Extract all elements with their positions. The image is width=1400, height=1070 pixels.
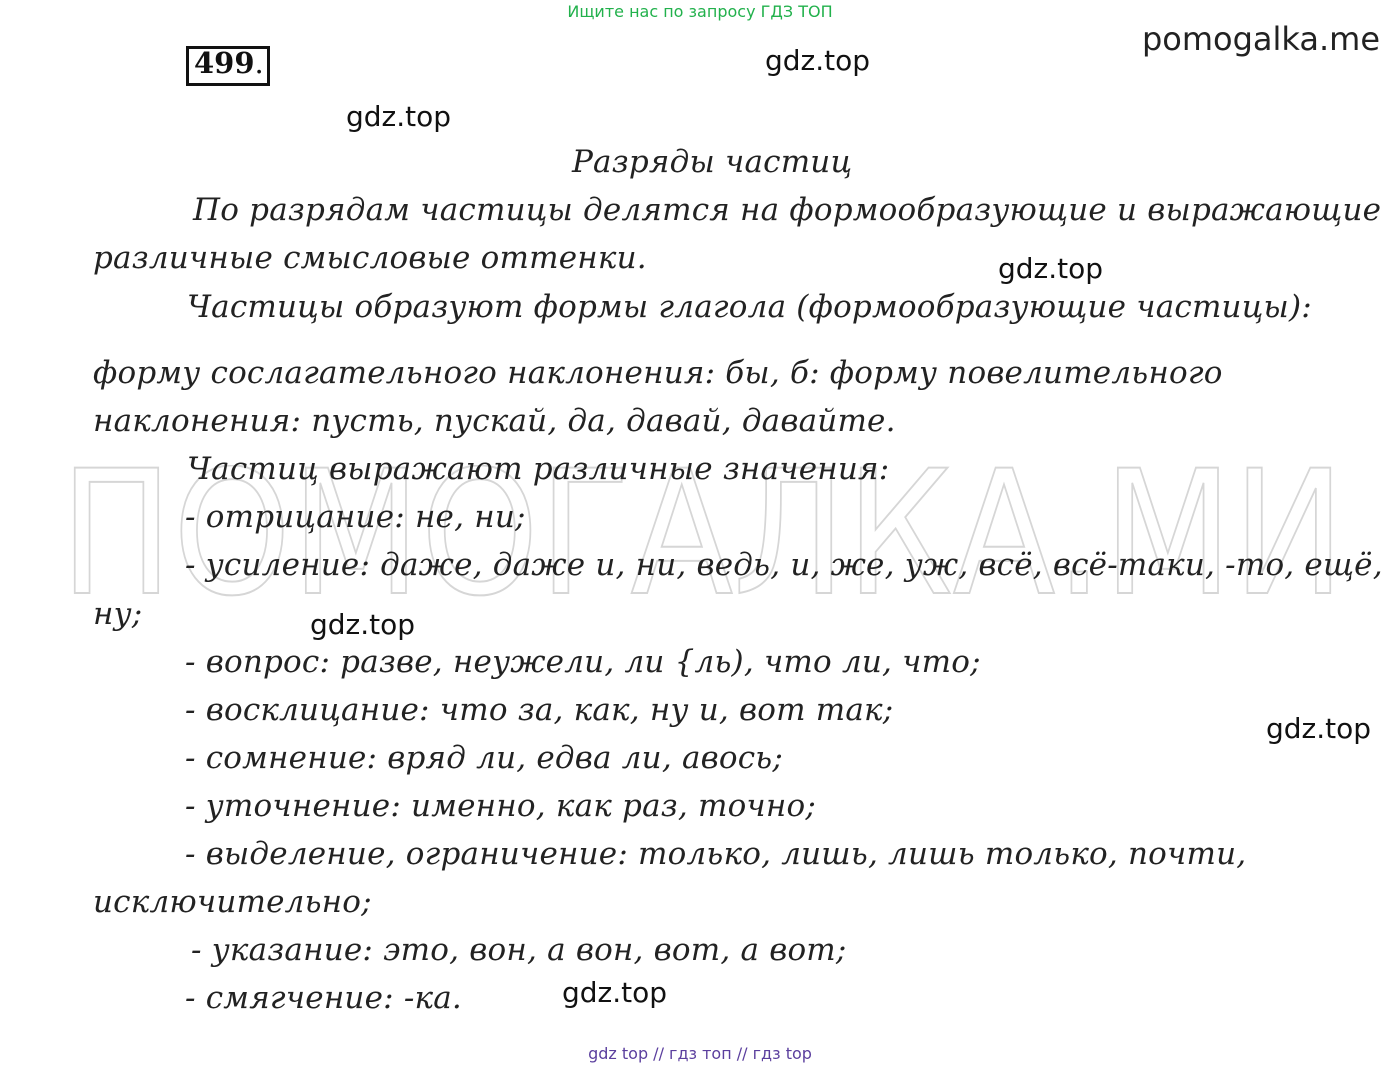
gdz-watermark: gdz.top xyxy=(1266,712,1372,745)
site-logo[interactable]: pomogalka.me xyxy=(1141,20,1380,58)
list-item: - отрицание: не, ни; xyxy=(185,499,526,535)
gdz-watermark: gdz.top xyxy=(765,44,871,77)
top-banner[interactable]: Ищите нас по запросу ГДЗ ТОП xyxy=(567,2,833,21)
list-item: - сомнение: вряд ли, едва ли, авось; xyxy=(185,740,784,776)
paragraph-line: По разрядам частицы делятся на формообразующие и выражающие xyxy=(193,192,1382,228)
list-item: исключительно; xyxy=(93,884,372,920)
paragraph-line: наклонения: пусть, пускай, да, давай, давайте. xyxy=(93,403,896,439)
gdz-watermark: gdz.top xyxy=(998,252,1104,285)
paragraph-line: различные смысловые оттенки. xyxy=(93,240,647,276)
paragraph-line: форму сослагательного наклонения: бы, б: форму повелительного xyxy=(93,355,1223,391)
list-item: - уточнение: именно, как раз, точно; xyxy=(185,788,817,824)
gdz-watermark: gdz.top xyxy=(562,976,668,1009)
list-item: - усиление: даже, даже и, ни, ведь, и, же, уж, всё, всё-таки, -то, ещё, xyxy=(185,547,1383,583)
list-item: - указание: это, вон, а вон, вот, а вот; xyxy=(191,932,847,968)
footer-links[interactable]: gdz top // гдз топ // гдз top xyxy=(588,1044,812,1063)
section-title: Разряды частиц xyxy=(572,144,853,180)
paragraph-line: Частиц выражают различные значения: xyxy=(187,451,890,487)
list-item: ну; xyxy=(93,596,143,632)
exercise-number-value: 499 xyxy=(194,46,255,80)
list-item: - выделение, ограничение: только, лишь, лишь только, почти, xyxy=(185,836,1247,872)
list-item: - восклицание: что за, как, ну и, вот так; xyxy=(185,692,894,728)
paragraph-line: Частицы образуют формы глагола (формообразующие частицы): xyxy=(187,289,1312,325)
gdz-watermark: gdz.top xyxy=(346,100,452,133)
exercise-number xyxy=(194,46,264,80)
gdz-watermark: gdz.top xyxy=(310,608,416,641)
list-item: - смягчение: -ка. xyxy=(185,980,462,1016)
watermark-word: ПОМОГАЛКА.МИ xyxy=(60,465,1345,605)
exercise-number-period: . xyxy=(254,46,264,80)
list-item: - вопрос: разве, неужели, ли {ль), что ли, что; xyxy=(185,644,981,680)
